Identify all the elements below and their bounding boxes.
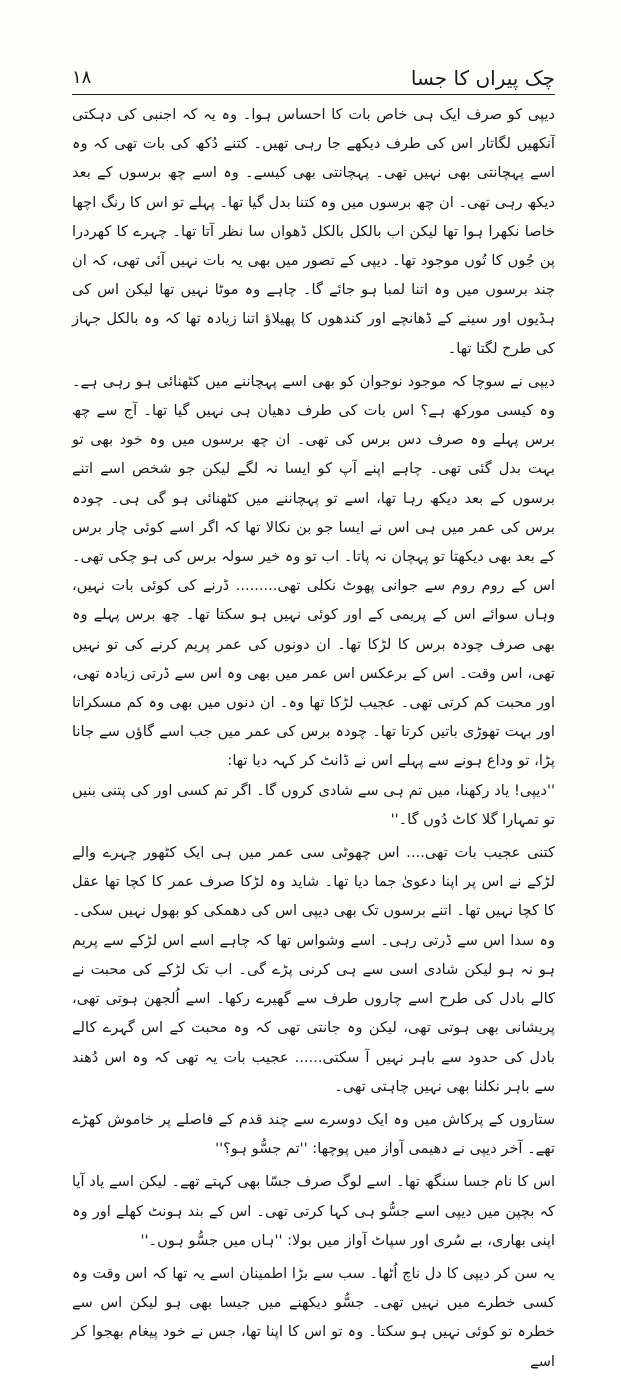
paragraph: دیپی نے سوچا کہ موجود نوجوان کو بھی اسے پہچاننے میں کٹھنائی ہو رہی ہے۔ وہ کیسی مورکھ ہے؟ اس بات کی طرف دھیان ہی نہیں گیا تھا۔ آج سے چھ برس پہلے وہ صرف دس برس کی تھی۔ ان چھ برسوں میں وہ خود بھی تو بہت بدل گئی تھی۔ چاہے اپنے آپ کو ایسا نہ لگے لیکن جو شخص اسے اتنے برسوں کے بعد دیکھ رہا تھا، اسے تو پہچاننے میں کٹھنائی ہو گی ہی۔ چودہ برس کی عمر میں ہی اس نے ایسا جو بن نکالا تھا کہ اگر اسے کوئی چار برس کے بعد بھی دیکھتا تو پہچان نہ پاتا۔ اب تو وہ خیر سولہ برس کی ہو چکی تھی۔ اس کے روم روم سے جوانی پھوٹ نکلی تھی......... ڈرنے کی کوئی بات نہیں، وہاں سوائے اس کے پریمی کے اور کوئی نہیں ہو سکتا تھا۔ چھ برس پہلے وہ بھی صرف چودہ برس کا لڑکا تھا۔ ان دونوں کی عمر پریم کرنے کی تو نہیں تھی، اس وقت۔ اس کے برعکس اس عمر میں بھی وہ اس سے ڈرتی زیادہ تھی، اور محبت کم کرتی تھی۔ عجیب لڑکا تھا وہ۔ ان دنوں میں بھی وہ کم مسکراتا اور بہت تھوڑی باتیں کرتا تھا۔ چودہ برس کی عمر میں جب اسے گاؤں سے جانا پڑا، تو وداع ہونے سے پہلے اس نے ڈانٹ کر کہہ دیا تھا: [72,372,555,770]
paragraph: اس کا نام جسا سنگھ تھا۔ اسے لوگ صرف جسّا بھی کہتے تھے۔ لیکن اسے یاد آیا کہ بچپن میں دیپی اسے جسُّو ہی کہا کرتی تھی۔ اس کے بند ہونٹ کھلے اور وہ اپنی بھاری، بے سُری اور سپاٹ آواز میں بولا: ''ہاں میں جسُّو ہوں۔'' [72,1173,555,1249]
body-text [72,100,555,1370]
header-rule [72,94,555,95]
paragraph: یہ سن کر دیپی کا دل ناچ اُٹھا۔ سب سے بڑا اطمینان اسے یہ تھا کہ اس وقت وہ کسی خطرے میں نہیں تھی۔ جسُّو دیکھنے میں جیسا بھی ہو لیکن اس سے خطرہ تو کوئی نہیں ہو سکتا۔ وہ تو اس کا اپنا تھا، جس نے خود پیغام بھجوا کر اسے [72,1264,555,1370]
page-header [72,58,555,92]
paragraph: کتنی عجیب بات تھی.... اس چھوٹی سی عمر میں ہی ایک کٹھور چہرے والے لڑکے نے اس پر اپنا دعویٰ جما دیا تھا۔ شاید وہ لڑکا صرف عمر کا کچا تھا عقل کا کچا نہیں تھا۔ اتنے برسوں تک بھی دیپی اس کی دھمکی کو بھول نہیں سکی۔ وہ سدا اس سے ڈرتی رہی۔ اسے وشواس تھا کہ چاہے اسے اس لڑکے سے پریم ہو نہ ہو لیکن شادی اسی سے ہی کرنی پڑے گی۔ اب تک لڑکے کی محبت نے کالے بادل کی طرح اسے چاروں طرف سے گھیرے رکھا۔ اسے اُلجھن ہوتی تھی، پریشانی بھی ہوتی تھی، لیکن وہ جانتی تھی کہ وہ محبت کے اس گہرے کالے بادل کی حدود سے باہر نہیں آ سکتی...... عجیب بات یہ تھی کہ وہ اس دُھند سے باہر نکلنا بھی نہیں چاہتی تھی۔ [72,844,555,1095]
paragraph: دیپی کو صرف ایک ہی خاص بات کا احساس ہوا۔ وہ یہ کہ اجنبی کی دہکتی آنکھیں لگاتار اس کی طرف دیکھے جا رہی تھیں۔ کتنے دُکھ کی بات تھی کہ وہ اسے پہچانتی بھی نہیں تھی۔ پہچانتی بھی کیسے۔ وہ اسے چھ برسوں کے بعد دیکھ رہی تھی۔ ان چھ برسوں میں وہ کتنا بدل گیا تھا۔ پہلے تو اس کا رنگ اچھا خاصا نکھرا ہوا تھا لیکن اب بالکل بالکل ڈھواں سا نظر آتا تھا۔ چہرے کا کھردرا پن جُوں کا تُوں موجود تھا۔ دیپی کے تصور میں بھی یہ بات نہیں آئی تھی، کہ ان چند برسوں میں وہ اتنا لمبا ہو جائے گا۔ چاہے وہ موٹا نہیں تھا لیکن اس کی ہڈیوں اور سینے کے ڈھانچے اور کندھوں کا پھیلاؤ اتنا زیادہ تھا کہ وہ بالکل جہاز کی طرح لگتا تھا۔ [72,106,555,357]
paragraph: ستاروں کے پرکاش میں وہ ایک دوسرے سے چند قدم کے فاصلے پر خاموش کھڑے تھے۔ آخر دیپی نے دھیمی آواز میں پوچھا: ''تم جسُّو ہو؟'' [72,1110,555,1158]
paragraph-quote: ''دیپی! یاد رکھنا، میں تم ہی سے شادی کروں گا۔ اگر تم کسی اور کی پتنی بنیں تو تمہارا گلا کاٹ دُوں گا۔'' [72,781,555,828]
running-title: چک پیراں کا جسا [410,66,555,90]
page-number: ۱۸ [72,67,92,88]
